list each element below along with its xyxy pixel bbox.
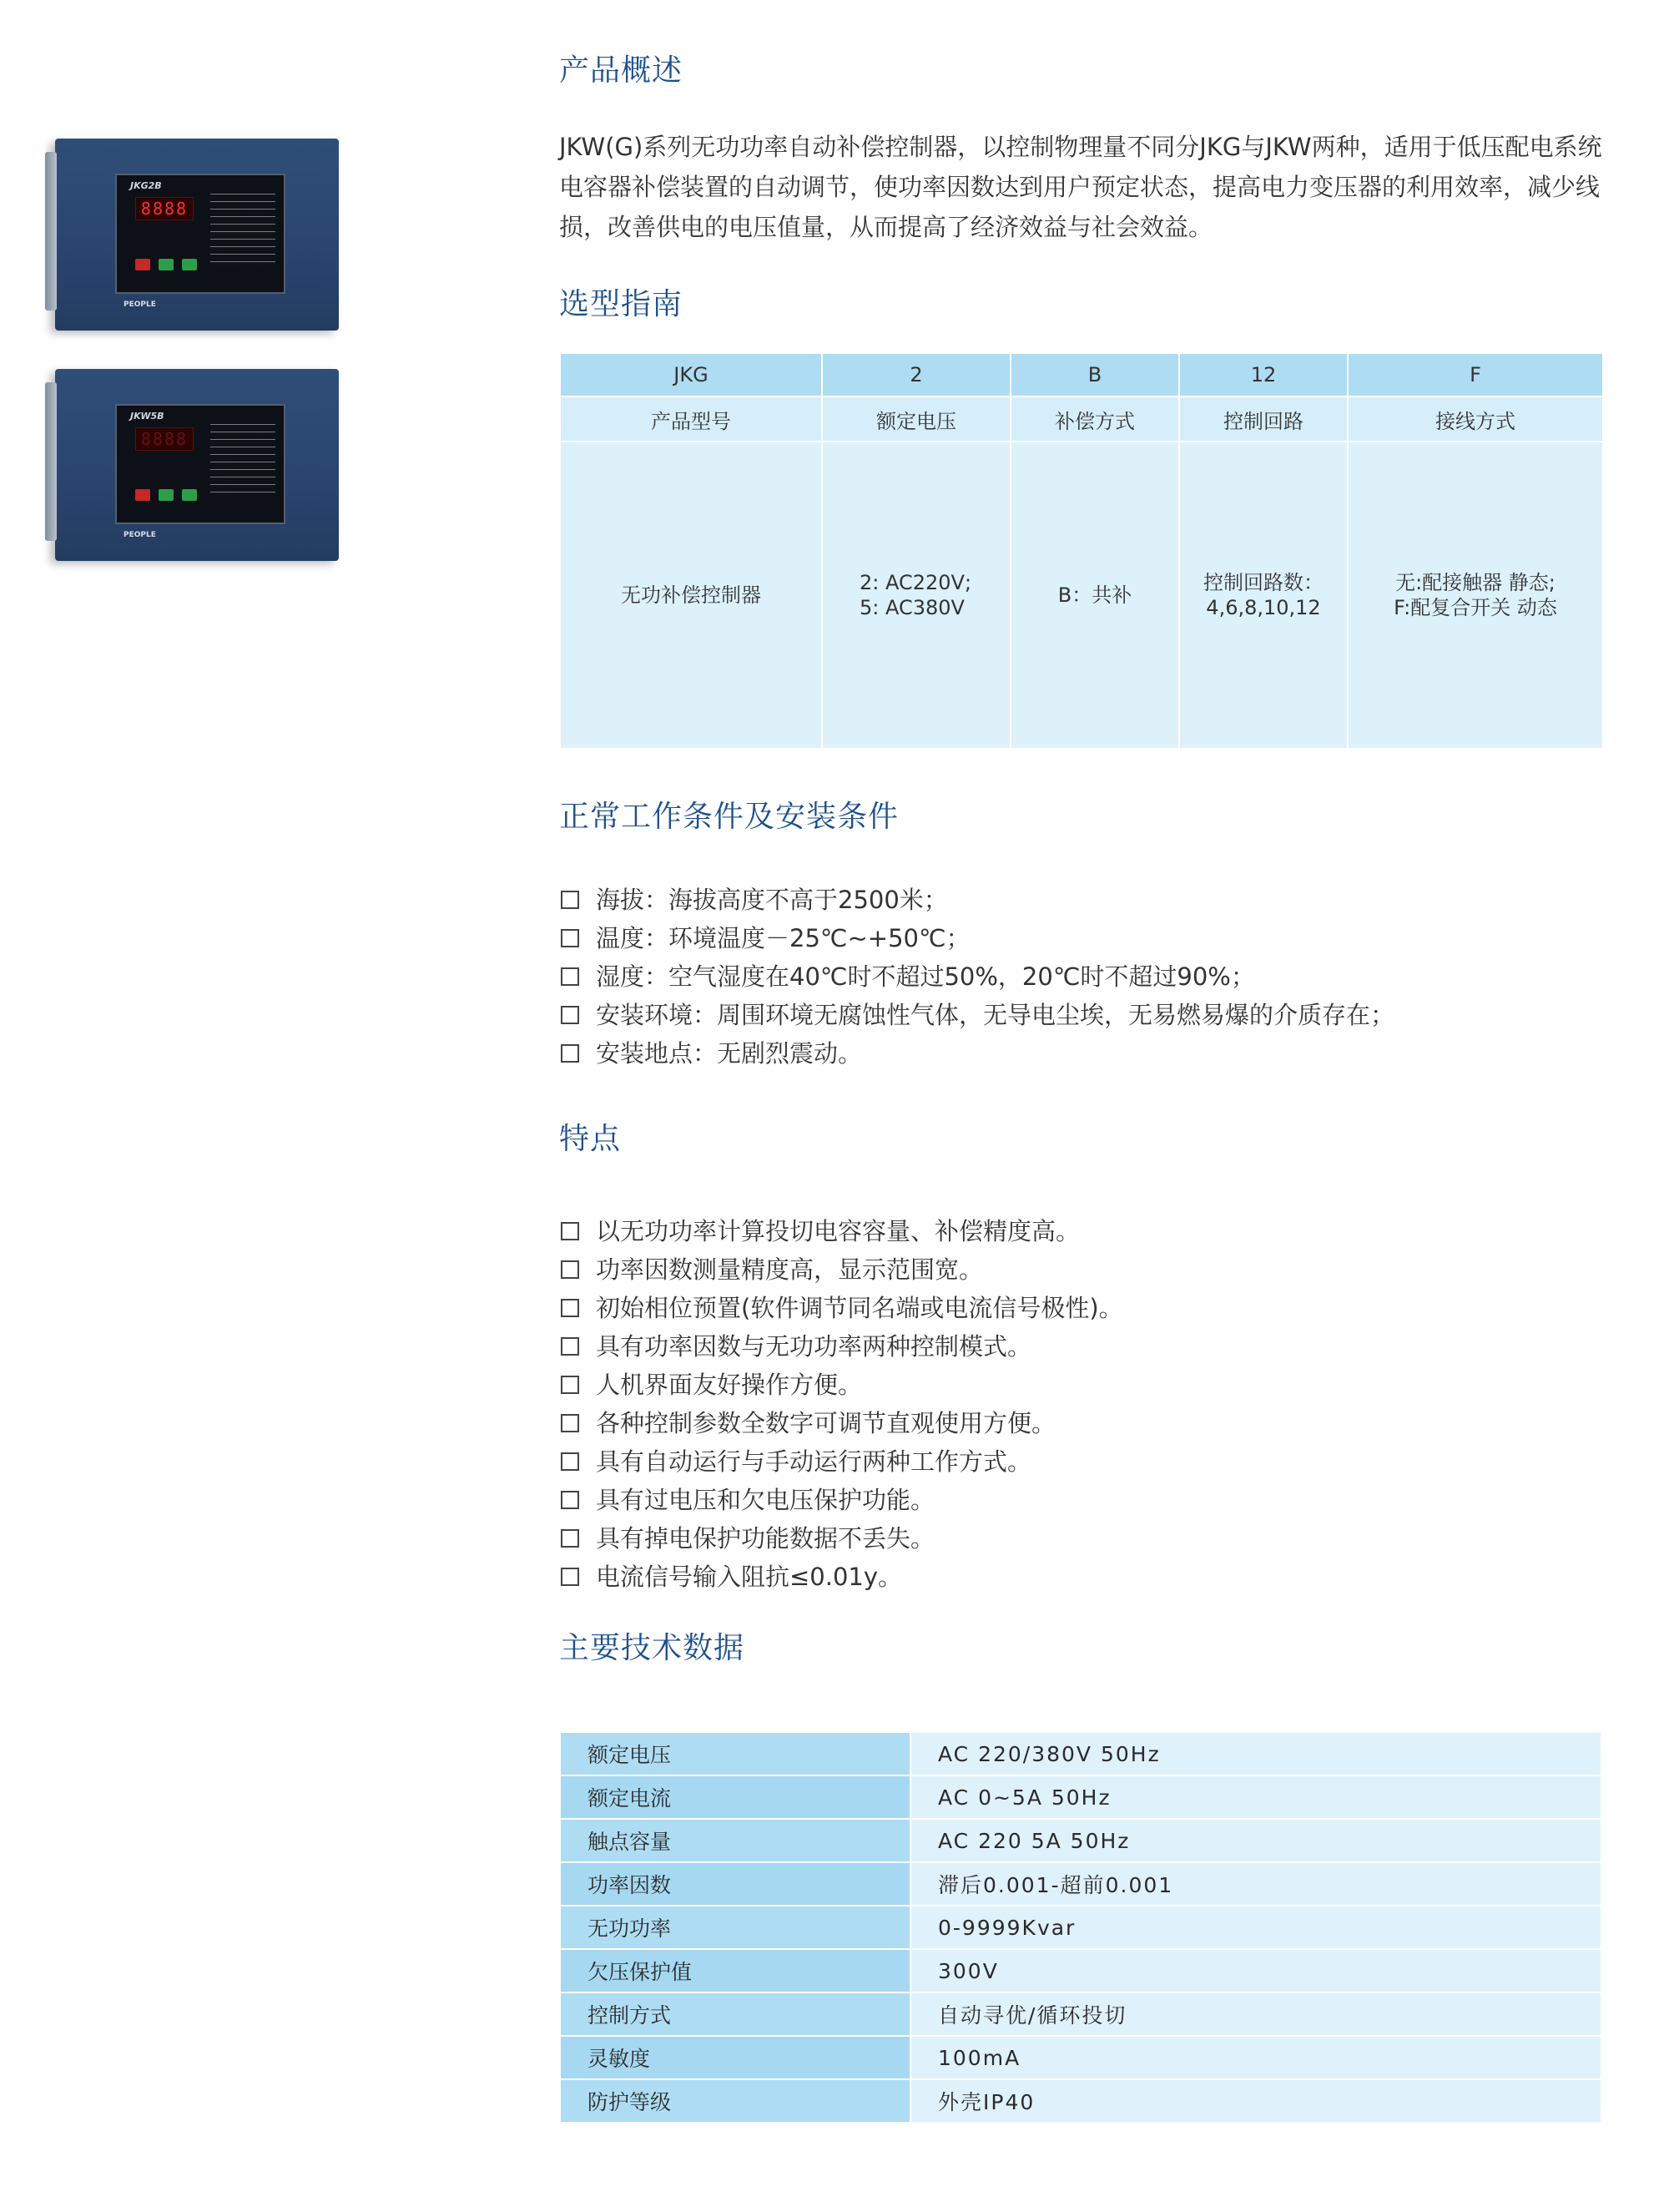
list-item-text: 电流信号输入阻抗≤0.01y。 bbox=[596, 1563, 903, 1591]
device-down-button bbox=[182, 259, 197, 270]
table-row bbox=[560, 2079, 1601, 2123]
tech-key: 防护等级 bbox=[560, 2079, 910, 2123]
device-up-button bbox=[159, 489, 174, 501]
value-line: B：共补 bbox=[1057, 583, 1132, 607]
list-item-text: 功率因数测量精度高，显示范围宽。 bbox=[596, 1255, 984, 1284]
value-line: 4,6,8,10,12 bbox=[1206, 596, 1321, 619]
tech-key: 额定电压 bbox=[560, 1732, 910, 1775]
table-row bbox=[560, 2036, 1601, 2079]
list-item bbox=[561, 1212, 1123, 1250]
tech-value: 300V bbox=[910, 1949, 1601, 1992]
list-item-text: 以无功功率计算投切电容容量、补偿精度高。 bbox=[596, 1217, 1081, 1245]
checkbox-square-icon bbox=[561, 1529, 579, 1548]
list-item-text: 温度：环境温度－25℃~+50℃； bbox=[596, 924, 971, 952]
checkbox-square-icon bbox=[561, 1452, 579, 1471]
value-line: 无功补偿控制器 bbox=[621, 583, 761, 607]
list-item-text: 初始相位预置(软件调节同名端或电流信号极性)。 bbox=[596, 1294, 1123, 1322]
checkbox-square-icon bbox=[561, 1006, 579, 1024]
value-line: 5: AC380V bbox=[860, 596, 965, 619]
device-spec-label bbox=[210, 194, 275, 265]
list-item bbox=[561, 996, 1394, 1034]
checkbox-square-icon bbox=[561, 891, 579, 909]
checkbox-square-icon bbox=[561, 1414, 579, 1432]
list-item bbox=[561, 1481, 1123, 1519]
tech-key: 灵敏度 bbox=[560, 2036, 910, 2079]
value-cell bbox=[1348, 442, 1603, 749]
heading-selection: 选型指南 bbox=[559, 287, 683, 321]
product-image-jkw bbox=[55, 369, 339, 561]
code-cell: B bbox=[1011, 353, 1179, 396]
list-item bbox=[561, 1034, 1394, 1073]
product-image-jkg bbox=[55, 139, 339, 331]
tech-value: AC 220/380V 50Hz bbox=[910, 1732, 1601, 1775]
tech-key: 额定电流 bbox=[560, 1775, 910, 1819]
header-cell: 补偿方式 bbox=[1011, 396, 1179, 442]
tech-value: 滞后0.001-超前0.001 bbox=[910, 1862, 1601, 1906]
list-item bbox=[561, 1327, 1123, 1366]
selection-header-row bbox=[560, 396, 1603, 442]
checkbox-square-icon bbox=[561, 1491, 579, 1509]
list-item bbox=[561, 1366, 1123, 1404]
checkbox-square-icon bbox=[561, 1376, 579, 1394]
tech-data-table bbox=[559, 1731, 1602, 2124]
table-row bbox=[560, 1819, 1601, 1862]
checkbox-square-icon bbox=[561, 967, 579, 986]
tech-key: 无功功率 bbox=[560, 1906, 910, 1949]
conditions-list bbox=[561, 881, 1394, 1073]
list-item bbox=[561, 1442, 1123, 1481]
list-item-text: 具有过电压和欠电压保护功能。 bbox=[596, 1486, 935, 1514]
list-item bbox=[561, 1289, 1123, 1327]
features-list bbox=[561, 1212, 1123, 1596]
list-item-text: 安装地点：无剧烈震动。 bbox=[596, 1039, 863, 1068]
heading-conditions: 正常工作条件及安装条件 bbox=[559, 800, 900, 834]
value-cell bbox=[1179, 442, 1348, 749]
value-line: 无:配接触器 静态; bbox=[1395, 571, 1556, 594]
value-cell bbox=[1011, 442, 1179, 749]
tech-value: 100mA bbox=[910, 2036, 1601, 2079]
tech-value: AC 220 5A 50Hz bbox=[910, 1819, 1601, 1862]
checkbox-square-icon bbox=[561, 1222, 579, 1240]
table-row bbox=[560, 1732, 1601, 1775]
tech-key: 欠压保护值 bbox=[560, 1949, 910, 1992]
tech-key: 触点容量 bbox=[560, 1819, 910, 1862]
list-item bbox=[561, 957, 1394, 996]
code-cell: 12 bbox=[1179, 353, 1348, 396]
list-item bbox=[561, 1558, 1123, 1596]
code-cell: JKG bbox=[560, 353, 822, 396]
checkbox-square-icon bbox=[561, 1337, 579, 1356]
checkbox-square-icon bbox=[561, 1044, 579, 1063]
device-model-label: JKG2B bbox=[130, 180, 162, 191]
list-item-text: 人机界面友好操作方便。 bbox=[596, 1371, 863, 1399]
list-item-text: 安装环境：周围环境无腐蚀性气体，无导电尘埃，无易燃易爆的介质存在； bbox=[596, 1001, 1395, 1029]
list-item-text: 具有掉电保护功能数据不丢失。 bbox=[596, 1524, 935, 1553]
device-brand: PEOPLE bbox=[124, 300, 156, 309]
heading-overview: 产品概述 bbox=[559, 53, 683, 88]
checkbox-square-icon bbox=[561, 1299, 579, 1317]
device-set-button bbox=[135, 259, 150, 270]
overview-paragraph: JKW(G)系列无功功率自动补偿控制器，以控制物理量不同分JKG与JKW两种，适用于低压配电系统电容器补偿装置的自动调节，使功率因数达到用户预定状态，提高电力变压器的利用效率，减少线损，改善供电的电压值量，从而提高了经济效益与社会效益。 bbox=[559, 133, 1602, 241]
list-item bbox=[561, 919, 1394, 957]
value-line: 2: AC220V; bbox=[860, 571, 972, 594]
tech-value: 0-9999Kvar bbox=[910, 1906, 1601, 1949]
header-cell: 产品型号 bbox=[560, 396, 822, 442]
value-line: F:配复合开关 动态 bbox=[1394, 596, 1557, 619]
checkbox-square-icon bbox=[561, 929, 579, 947]
device-brand: PEOPLE bbox=[124, 531, 156, 539]
device-down-button bbox=[182, 489, 197, 501]
table-row bbox=[560, 1906, 1601, 1949]
value-cell bbox=[822, 442, 1011, 749]
device-model-label: JKW5B bbox=[130, 411, 164, 422]
list-item-text: 湿度：空气湿度在40℃时不超过50%，20℃时不超过90%； bbox=[596, 962, 1255, 991]
device-up-button bbox=[159, 259, 174, 270]
selection-table bbox=[559, 352, 1604, 750]
tech-key: 功率因数 bbox=[560, 1862, 910, 1906]
header-cell: 控制回路 bbox=[1179, 396, 1348, 442]
header-cell: 接线方式 bbox=[1348, 396, 1603, 442]
device-panel bbox=[115, 174, 285, 294]
device-set-button bbox=[135, 489, 150, 501]
code-cell: F bbox=[1348, 353, 1603, 396]
device-spec-label bbox=[210, 424, 275, 496]
value-cell bbox=[560, 442, 822, 749]
device-bezel bbox=[45, 152, 57, 311]
tech-value: 外壳IP40 bbox=[910, 2079, 1601, 2123]
device-bezel bbox=[45, 382, 57, 541]
list-item bbox=[561, 1404, 1123, 1442]
table-row bbox=[560, 1949, 1601, 1992]
list-item-text: 具有功率因数与无功功率两种控制模式。 bbox=[596, 1332, 1032, 1361]
list-item-text: 各种控制参数全数字可调节直观使用方便。 bbox=[596, 1409, 1056, 1437]
checkbox-square-icon bbox=[561, 1568, 579, 1586]
table-row bbox=[560, 1992, 1601, 2036]
device-led-display: 8888 bbox=[135, 427, 194, 451]
tech-key: 控制方式 bbox=[560, 1992, 910, 2036]
table-row bbox=[560, 1862, 1601, 1906]
heading-features: 特点 bbox=[559, 1122, 622, 1156]
list-item-text: 海拔：海拔高度不高于2500米； bbox=[596, 886, 948, 914]
selection-value-row bbox=[560, 442, 1603, 749]
selection-code-row bbox=[560, 353, 1603, 396]
device-led-display: 8888 bbox=[135, 197, 194, 220]
tech-value: AC 0~5A 50Hz bbox=[910, 1775, 1601, 1819]
heading-tech: 主要技术数据 bbox=[559, 1631, 745, 1665]
table-row bbox=[560, 1775, 1601, 1819]
header-cell: 额定电压 bbox=[822, 396, 1011, 442]
list-item bbox=[561, 1250, 1123, 1289]
device-panel bbox=[115, 404, 285, 524]
list-item-text: 具有自动运行与手动运行两种工作方式。 bbox=[596, 1447, 1032, 1476]
list-item bbox=[561, 881, 1394, 919]
list-item bbox=[561, 1519, 1123, 1558]
code-cell: 2 bbox=[822, 353, 1011, 396]
value-line: 控制回路数： bbox=[1203, 571, 1324, 594]
tech-value: 自动寻优/循环投切 bbox=[910, 1992, 1601, 2036]
checkbox-square-icon bbox=[561, 1260, 579, 1279]
